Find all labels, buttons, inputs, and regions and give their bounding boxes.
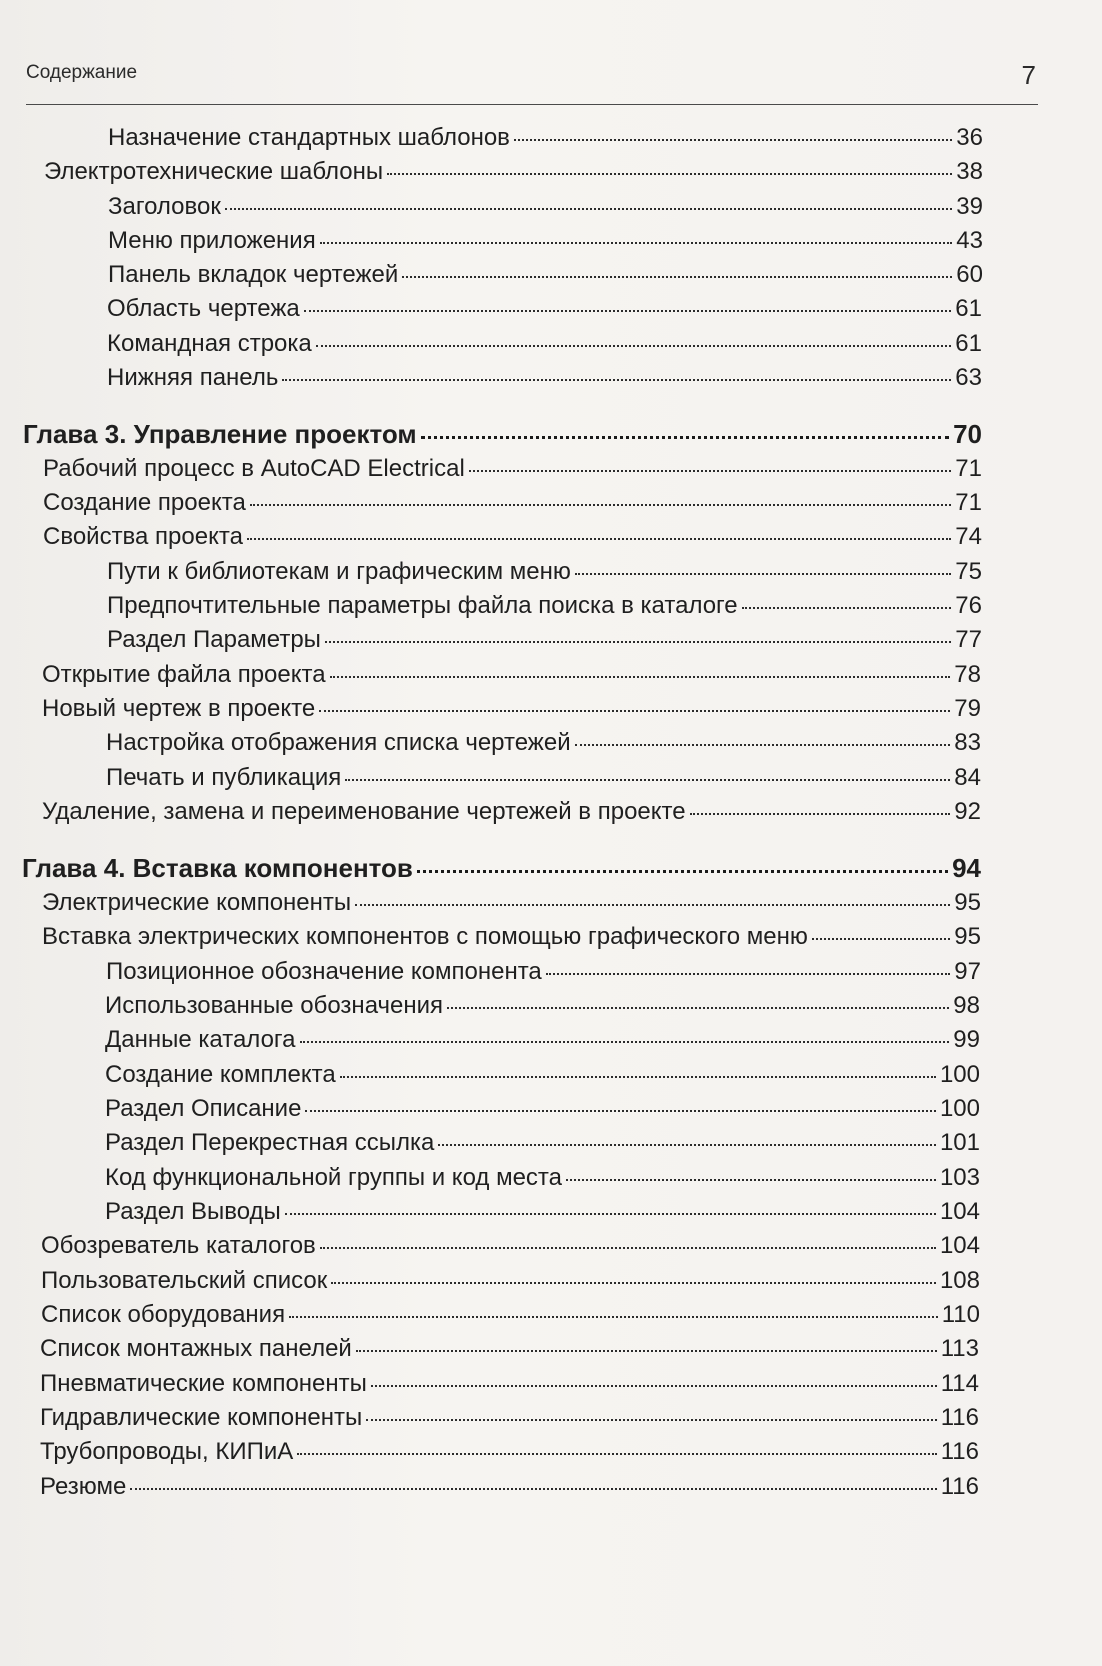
toc-entry-title: Позиционное обозначение компонента <box>106 958 542 985</box>
toc-entry-page: 101 <box>939 1129 980 1156</box>
toc-entry-title: Раздел Перекрестная ссылка <box>105 1129 435 1156</box>
dot-leader <box>366 1419 937 1421</box>
toc-entry-page: 99 <box>953 1026 980 1053</box>
toc-entry-page: 83 <box>954 729 981 756</box>
dot-leader <box>331 1282 936 1284</box>
toc-entry-page: 114 <box>940 1370 979 1397</box>
toc-entry-row <box>40 1471 979 1503</box>
dot-leader <box>225 208 952 210</box>
toc-entry-title: Предпочтительные параметры файла поиска в каталоге <box>107 592 738 619</box>
toc-entry-page: 61 <box>955 330 982 357</box>
toc-entry-page: 74 <box>955 523 982 550</box>
dot-leader <box>247 538 951 540</box>
toc-entry-page: 84 <box>954 764 981 791</box>
toc-entry-page: 108 <box>939 1267 980 1294</box>
toc-entry-row <box>42 887 981 919</box>
toc-entry-page: 116 <box>940 1404 979 1431</box>
dot-leader <box>320 1247 936 1249</box>
toc-entry-page: 61 <box>955 295 982 322</box>
toc-entry-row <box>107 293 982 325</box>
toc-entry-title: Нижняя панель <box>107 364 279 391</box>
toc-entry-title: Меню приложения <box>108 227 316 254</box>
toc-entry-row <box>105 1024 980 1056</box>
dot-leader <box>282 379 951 381</box>
toc-entry-title: Резюме <box>40 1473 127 1500</box>
toc-entry-row <box>105 1059 980 1091</box>
dot-leader <box>285 1213 936 1215</box>
toc-entry-row <box>108 191 983 223</box>
toc-entry-row <box>107 556 982 588</box>
toc-entry-page: 98 <box>953 992 980 1019</box>
toc-entry-row <box>105 1196 980 1228</box>
toc-entry-title: Список оборудования <box>41 1301 286 1328</box>
toc-entry-title: Командная строка <box>107 330 312 357</box>
toc-entry-page: 38 <box>956 158 983 185</box>
toc-entry-title: Список монтажных панелей <box>40 1335 352 1362</box>
toc-entry-page: 94 <box>952 853 981 883</box>
toc-entry-row <box>43 487 982 519</box>
toc-entry-title: Раздел Описание <box>105 1095 302 1122</box>
dot-leader <box>421 436 949 439</box>
toc-entry-title: Электрические компоненты <box>42 889 352 916</box>
running-header <box>26 60 1038 105</box>
toc-entry-page: 77 <box>955 626 982 653</box>
toc-entry-page: 36 <box>956 124 983 151</box>
toc-entry-title: Рабочий процесс в AutoCAD Electrical <box>43 455 465 482</box>
toc-entry-title: Электротехнические шаблоны <box>44 158 384 185</box>
toc-entry-title: Удаление, замена и переименование чертежей в проекте <box>42 798 686 825</box>
toc-entry-row <box>42 921 981 953</box>
toc-entry-title: Раздел Параметры <box>107 626 321 653</box>
toc-entry-row <box>44 156 983 188</box>
toc-entry-page: 39 <box>956 193 983 220</box>
toc-entry-page: 70 <box>953 419 982 449</box>
dot-leader <box>690 813 951 815</box>
toc-entry-title: Пути к библиотекам и графическим меню <box>107 558 571 585</box>
dot-leader <box>345 779 950 781</box>
toc-entry-page: 71 <box>955 489 982 516</box>
dot-leader <box>356 1350 937 1352</box>
dot-leader <box>402 276 952 278</box>
toc-entry-page: 113 <box>940 1335 979 1362</box>
dot-leader <box>297 1453 937 1455</box>
toc-entry-title: Трубопроводы, КИПиА <box>40 1438 294 1465</box>
dot-leader <box>130 1488 936 1490</box>
toc-entry-page: 79 <box>954 695 981 722</box>
toc-entry-page: 97 <box>954 958 981 985</box>
toc-entry-row <box>41 1299 980 1331</box>
toc-entry-row <box>42 693 981 725</box>
toc-entry-row <box>108 225 983 257</box>
toc-entry-page: 76 <box>955 592 982 619</box>
toc-entry-page: 71 <box>955 455 982 482</box>
dot-leader <box>250 504 952 506</box>
toc-entry-row <box>42 796 981 828</box>
toc-entry-page: 116 <box>940 1438 979 1465</box>
toc-entry-row <box>107 590 982 622</box>
toc-entry-title: Обозреватель каталогов <box>41 1232 316 1259</box>
dot-leader <box>575 573 951 575</box>
toc-entry-page: 75 <box>955 558 982 585</box>
dot-leader <box>417 870 948 873</box>
toc-entry-page: 104 <box>939 1232 980 1259</box>
toc-entry-row <box>105 1162 980 1194</box>
toc-entry-title: Создание проекта <box>43 489 246 516</box>
toc-entry-title: Данные каталога <box>105 1026 296 1053</box>
toc-entry-row <box>107 328 982 360</box>
dot-leader <box>325 641 951 643</box>
toc-entry-title: Пользовательский список <box>41 1267 328 1294</box>
toc-entry-title: Новый чертеж в проекте <box>42 695 316 722</box>
toc-entry-title: Настройка отображения списка чертежей <box>106 729 571 756</box>
toc-entry-title: Использованные обозначения <box>105 992 444 1019</box>
toc-entry-page: 43 <box>956 227 983 254</box>
dot-leader <box>742 607 952 609</box>
toc-chapter-row <box>22 852 981 884</box>
toc-entry-title: Печать и публикация <box>106 764 342 791</box>
toc-entry-page: 95 <box>954 889 981 916</box>
toc-entry-page: 92 <box>954 798 981 825</box>
toc-entry-row <box>41 1265 980 1297</box>
toc-entry-row <box>43 521 982 553</box>
toc-entry-page: 103 <box>939 1164 980 1191</box>
toc-entry-row <box>108 259 983 291</box>
dot-leader <box>469 470 952 472</box>
toc-entry-title: Глава 4. Вставка компонентов <box>22 853 413 883</box>
toc-entry-title: Вставка электрических компонентов с помощью графического меню <box>42 923 808 950</box>
dot-leader <box>316 345 952 347</box>
toc-entry-row <box>108 122 983 154</box>
toc-entry-title: Панель вкладок чертежей <box>108 261 399 288</box>
toc-entry-row <box>106 727 981 759</box>
toc-entry-title: Свойства проекта <box>43 523 243 550</box>
dot-leader <box>305 1110 936 1112</box>
toc-entry-title: Создание комплекта <box>105 1061 336 1088</box>
toc-entry-page: 78 <box>954 661 981 688</box>
toc-chapter-row <box>23 418 982 450</box>
toc-entry-row <box>42 659 981 691</box>
toc-entry-row <box>105 1093 980 1125</box>
toc-entry-title: Раздел Выводы <box>105 1198 281 1225</box>
toc-entry-page: 100 <box>939 1061 980 1088</box>
toc-entry-row <box>40 1436 979 1468</box>
toc-entry-page: 60 <box>956 261 983 288</box>
toc-entry-page: 116 <box>940 1473 979 1500</box>
dot-leader <box>566 1179 936 1181</box>
dot-leader <box>371 1385 937 1387</box>
toc-entry-page: 104 <box>939 1198 980 1225</box>
toc-entry-row <box>40 1402 979 1434</box>
toc-entry-row <box>43 453 982 485</box>
toc-entry-row <box>105 990 980 1022</box>
section-title: Содержание <box>26 62 138 83</box>
toc-entry-row <box>105 1127 980 1159</box>
toc-entry-title: Заголовок <box>108 193 221 220</box>
toc-entry-row <box>107 362 982 394</box>
toc-entry-row <box>107 624 982 656</box>
toc-entry-row <box>40 1368 979 1400</box>
dot-leader <box>447 1007 949 1009</box>
dot-leader <box>546 973 951 975</box>
toc-entry-title: Глава 3. Управление проектом <box>23 419 417 449</box>
toc-entry-title: Область чертежа <box>107 295 300 322</box>
toc-entry-page: 95 <box>954 923 981 950</box>
toc-entry-title: Открытие файла проекта <box>42 661 326 688</box>
toc-entry-title: Назначение стандартных шаблонов <box>108 124 510 151</box>
toc-entry-page: 110 <box>941 1301 980 1328</box>
toc-entry-page: 63 <box>955 364 982 391</box>
dot-leader <box>300 1041 950 1043</box>
dot-leader <box>438 1144 936 1146</box>
toc-entry-row <box>106 956 981 988</box>
dot-leader <box>387 173 952 175</box>
toc-entry-page: 100 <box>939 1095 980 1122</box>
dot-leader <box>319 710 950 712</box>
toc-entry-title: Пневматические компоненты <box>40 1370 367 1397</box>
dot-leader <box>340 1076 936 1078</box>
dot-leader <box>575 744 951 746</box>
dot-leader <box>812 938 950 940</box>
toc-entry-row <box>106 762 981 794</box>
dot-leader <box>320 242 953 244</box>
toc-entry-row <box>41 1230 980 1262</box>
dot-leader <box>514 139 952 141</box>
toc-entry-title: Код функциональной группы и код места <box>105 1164 562 1191</box>
toc-entry-row <box>40 1333 979 1365</box>
dot-leader <box>330 676 951 678</box>
dot-leader <box>355 904 950 906</box>
dot-leader <box>304 310 952 312</box>
toc-entry-title: Гидравлические компоненты <box>40 1404 363 1431</box>
dot-leader <box>289 1316 938 1318</box>
page-number: 7 <box>1021 60 1036 90</box>
